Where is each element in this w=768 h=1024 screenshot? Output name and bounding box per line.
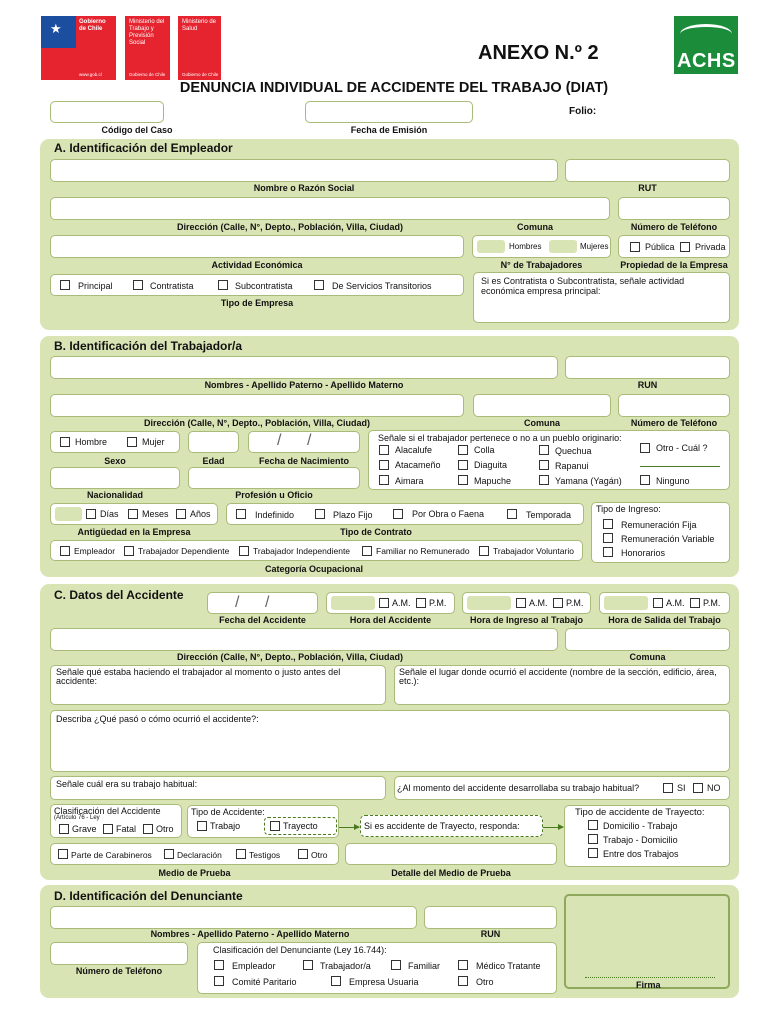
nacionalidad-field[interactable]	[50, 467, 180, 489]
trabajador-telefono-label: Número de Teléfono	[630, 418, 718, 428]
trabajador-run-field[interactable]	[565, 356, 730, 379]
quechua-checkbox[interactable]	[539, 445, 549, 455]
ministerio-trabajo-logo	[125, 16, 170, 80]
fatal-label: Fatal	[116, 824, 137, 834]
privada-checkbox[interactable]	[680, 242, 690, 252]
firma-line	[585, 977, 715, 978]
cat-independiente-label: Trabajador Independiente	[253, 546, 351, 556]
firma-field[interactable]	[564, 894, 730, 989]
tipo-accidente-label: Tipo de Accidente:	[191, 807, 265, 817]
hora-salida-am-checkbox[interactable]	[653, 598, 663, 608]
detalle-medio-label: Detalle del Medio de Prueba	[391, 868, 511, 878]
antiguedad-input[interactable]	[55, 507, 82, 521]
tipo-contrato-label: Tipo de Contrato	[340, 527, 412, 537]
por-obra-label: Por Obra o Faena	[412, 509, 485, 519]
den-medico-checkbox[interactable]	[458, 960, 468, 970]
achs-logo	[674, 16, 738, 74]
hora-salida-label: Hora de Salida del Trabajo	[608, 615, 721, 625]
otro-medio-checkbox[interactable]	[298, 849, 308, 859]
quechua-label: Quechua	[555, 446, 592, 456]
colla-label: Colla	[474, 445, 495, 455]
ministerio-trabajo-footer: Gobierno de Chile	[129, 72, 166, 77]
otro-clasif-checkbox[interactable]	[143, 824, 153, 834]
mujer-label: Mujer	[142, 437, 165, 447]
trabajador-direccion-label: Dirección (Calle, N°, Depto., Población, Villa, Ciudad)	[144, 418, 370, 428]
empleador-comuna-label: Comuna	[517, 222, 553, 232]
den-familiar-label: Familiar	[408, 961, 441, 971]
trabajador-comuna-field[interactable]	[473, 394, 611, 417]
empleador-rut-field[interactable]	[565, 159, 730, 182]
hora-accidente-am-checkbox[interactable]	[379, 598, 389, 608]
rem-variable-label: Remuneración Variable	[621, 534, 715, 544]
cat-empleador-checkbox[interactable]	[60, 546, 70, 556]
denunciante-run-field[interactable]	[424, 906, 557, 929]
tipo-trabajo-label: Trabajo	[210, 821, 241, 831]
accidente-direccion-label: Dirección (Calle, N°, Depto., Población, Villa, Ciudad)	[177, 652, 403, 662]
ninguno-checkbox[interactable]	[640, 475, 650, 485]
fecha-emision-field[interactable]	[305, 101, 473, 123]
atacameno-label: Atacameño	[395, 460, 441, 470]
fecha-accidente-field[interactable]	[207, 592, 318, 614]
habitual-no-checkbox[interactable]	[693, 783, 703, 793]
habitual-si-checkbox[interactable]	[663, 783, 673, 793]
responda-label: Si es accidente de Trayecto, responda:	[364, 821, 520, 831]
actividad-economica-field[interactable]	[50, 235, 464, 258]
fecha-nacimiento-label: Fecha de Nacimiento	[258, 456, 350, 466]
atacameno-checkbox[interactable]	[379, 460, 389, 470]
firma-label: Firma	[636, 980, 661, 990]
principal-checkbox[interactable]	[60, 280, 70, 290]
den-otro-checkbox[interactable]	[458, 976, 468, 986]
cat-dependiente-checkbox[interactable]	[124, 546, 134, 556]
denunciante-telefono-label: Número de Teléfono	[75, 966, 163, 976]
denunciante-nombre-field[interactable]	[50, 906, 417, 929]
trabajador-run-label: RUN	[637, 380, 658, 390]
hora-accidente-pm-checkbox[interactable]	[416, 598, 426, 608]
actividad-principal-label: Si es Contratista o Subcontratista, señale actividad económica empresa principal:	[481, 276, 685, 296]
indefinido-checkbox[interactable]	[236, 509, 246, 519]
entre-trabajos-checkbox[interactable]	[588, 848, 598, 858]
publica-checkbox[interactable]	[630, 242, 640, 252]
denunciante-nombre-label: Nombres - Apellido Paterno - Apellido Materno	[150, 929, 350, 939]
otro-pueblo-checkbox[interactable]	[640, 443, 650, 453]
plazo-fijo-checkbox[interactable]	[315, 509, 325, 519]
ministerio-salud-footer: Gobierno de Chile	[182, 72, 219, 77]
fecha-accidente-label: Fecha del Accidente	[219, 615, 306, 625]
hora-salida-am-label: A.M.	[666, 598, 685, 608]
mujer-checkbox[interactable]	[127, 437, 137, 447]
carabineros-label: Parte de Carabineros	[71, 850, 152, 860]
den-comite-checkbox[interactable]	[214, 976, 224, 986]
contratista-checkbox[interactable]	[133, 280, 143, 290]
privada-label: Privada	[695, 242, 726, 252]
diaguita-label: Diaguita	[474, 460, 508, 470]
cat-independiente-checkbox[interactable]	[239, 546, 249, 556]
ministerio-salud-text: Ministerio de Salud	[182, 19, 217, 32]
testigos-checkbox[interactable]	[236, 849, 246, 859]
empleador-nombre-field[interactable]	[50, 159, 558, 182]
den-familiar-checkbox[interactable]	[391, 960, 401, 970]
section-b-title: B. Identificación del Trabajador/a	[54, 339, 243, 353]
den-empleador-label: Empleador	[232, 961, 276, 971]
empleador-telefono-field[interactable]	[618, 197, 730, 220]
haciendo-label: Señale qué estaba haciendo el trabajador al momento o justo antes del accidente:	[56, 667, 341, 686]
edad-label: Edad	[202, 456, 225, 466]
articulo-label: (Artículo 76 - Ley	[54, 815, 100, 821]
subcontratista-label: Subcontratista	[235, 281, 293, 291]
diaguita-checkbox[interactable]	[458, 460, 468, 470]
hora-ingreso-am-checkbox[interactable]	[516, 598, 526, 608]
codigo-caso-field[interactable]	[50, 101, 164, 123]
hombres-label: Hombres	[509, 242, 542, 251]
propiedad-label: Propiedad de la Empresa	[620, 260, 728, 270]
trabajador-comuna-label: Comuna	[524, 418, 560, 428]
section-d-title: D. Identificación del Denunciante	[54, 889, 243, 903]
temporada-checkbox[interactable]	[507, 509, 517, 519]
hora-salida-input[interactable]	[604, 596, 648, 610]
temporada-label: Temporada	[526, 510, 572, 520]
arrow-connector	[339, 827, 359, 828]
plazo-fijo-label: Plazo Fijo	[333, 510, 373, 520]
hora-salida-pm-label: P.M.	[703, 598, 721, 608]
hora-accidente-am-label: A.M.	[392, 598, 411, 608]
annex-title: ANEXO N.º 2	[478, 42, 599, 64]
hora-salida-pm-checkbox[interactable]	[690, 598, 700, 608]
cat-familiar-label: Familiar no Remunerado	[376, 546, 470, 556]
ministerio-trabajo-text: Ministerio del Trabajo y Previsión Social	[129, 19, 165, 46]
trabajador-direccion-field[interactable]	[50, 394, 464, 417]
den-otro-label: Otro	[476, 977, 494, 987]
rem-fija-label: Remuneración Fija	[621, 520, 697, 530]
cat-dependiente-label: Trabajador Dependiente	[138, 546, 230, 556]
alacalufe-label: Alacalufe	[395, 445, 433, 455]
categoria-label: Categoría Ocupacional	[264, 564, 364, 574]
dom-trabajo-label: Domicilio - Trabajo	[603, 821, 678, 831]
ministerio-salud-logo	[178, 16, 221, 80]
otro-clasif-label: Otro	[156, 824, 174, 834]
hombre-label: Hombre	[75, 437, 108, 447]
mapuche-label: Mapuche	[474, 476, 512, 486]
tipo-ingreso-label: Tipo de Ingreso:	[596, 504, 661, 514]
rem-variable-checkbox[interactable]	[603, 533, 613, 543]
den-medico-label: Médico Tratante	[476, 961, 541, 971]
trabajo-dom-label: Trabajo - Domicilio	[603, 835, 678, 845]
arrow-connector	[543, 827, 563, 828]
fecha-accidente-slash: /	[265, 594, 270, 611]
contratista-label: Contratista	[150, 281, 194, 291]
declaracion-checkbox[interactable]	[164, 849, 174, 859]
actividad-economica-label: Actividad Económica	[211, 260, 303, 270]
meses-checkbox[interactable]	[128, 509, 138, 519]
colla-checkbox[interactable]	[458, 445, 468, 455]
fecha-nacimiento-slash: /	[277, 432, 282, 449]
honorarios-checkbox[interactable]	[603, 547, 613, 557]
tipo-trabajo-checkbox[interactable]	[197, 821, 207, 831]
mujeres-input[interactable]	[549, 240, 577, 253]
honorarios-label: Honorarios	[621, 548, 666, 558]
declaracion-label: Declaración	[177, 850, 222, 860]
gobierno-url: www.gob.cl	[79, 72, 102, 77]
empleador-direccion-label: Dirección (Calle, N°, Depto., Población, Villa, Ciudad)	[177, 222, 403, 232]
hora-ingreso-pm-checkbox[interactable]	[553, 598, 563, 608]
otro-pueblo-line[interactable]	[640, 466, 720, 467]
trabajador-telefono-field[interactable]	[618, 394, 730, 417]
n-trabajadores-label: N° de Trabajadores	[500, 260, 583, 270]
publica-label: Pública	[645, 242, 675, 252]
rem-fija-checkbox[interactable]	[603, 519, 613, 529]
indefinido-label: Indefinido	[255, 510, 295, 520]
anos-label: Años	[190, 509, 211, 519]
hora-accidente-pm-label: P.M.	[429, 598, 447, 608]
yamana-label: Yamana (Yagán)	[555, 476, 622, 486]
dias-label: Días	[100, 509, 119, 519]
antiguedad-label: Antigüedad en la Empresa	[77, 527, 191, 537]
section-a-title: A. Identificación del Empleador	[54, 141, 233, 155]
dom-trabajo-checkbox[interactable]	[588, 820, 598, 830]
hora-accidente-input[interactable]	[331, 596, 375, 610]
otro-medio-label: Otro	[311, 850, 328, 860]
trabajador-nombre-field[interactable]	[50, 356, 558, 379]
describa-label: Describa ¿Qué pasó o cómo ocurrió el accidente?:	[56, 714, 259, 724]
cat-empleador-label: Empleador	[74, 546, 116, 556]
por-obra-checkbox[interactable]	[393, 509, 403, 519]
folio-label: Folio:	[569, 106, 597, 117]
den-comite-label: Comité Paritario	[232, 977, 297, 987]
tipo-empresa-label: Tipo de Empresa	[220, 298, 294, 308]
empleador-nombre-label: Nombre o Razón Social	[253, 183, 355, 193]
gobierno-logo-text: Gobierno de Chile	[79, 19, 106, 32]
mapuche-checkbox[interactable]	[458, 475, 468, 485]
medio-prueba-label: Medio de Prueba	[158, 868, 231, 878]
den-trabajador-label: Trabajador/a	[320, 961, 371, 971]
tipo-trayecto-label: Trayecto	[283, 821, 318, 831]
lugar-label: Señale el lugar donde ocurrió el accidente (nombre de la sección, edificio, área, etc.):	[399, 667, 717, 686]
hombres-input[interactable]	[477, 240, 505, 253]
profesion-field[interactable]	[188, 467, 360, 489]
accidente-comuna-field[interactable]	[565, 628, 730, 651]
trabajo-habitual-label: Señale cuál era su trabajo habitual:	[56, 779, 198, 789]
detalle-medio-field[interactable]	[345, 843, 557, 865]
accidente-comuna-label: Comuna	[629, 652, 666, 662]
empleador-rut-label: RUT	[638, 183, 657, 193]
grave-label: Grave	[72, 824, 97, 834]
habitual-no-label: NO	[707, 783, 721, 793]
clasificacion-label: Clasificación del Accidente	[54, 806, 161, 816]
trabajo-dom-checkbox[interactable]	[588, 834, 598, 844]
hora-accidente-label: Hora del Accidente	[349, 615, 432, 625]
denunciante-telefono-field[interactable]	[50, 942, 188, 965]
accidente-direccion-field[interactable]	[50, 628, 558, 651]
ninguno-label: Ninguno	[656, 476, 690, 486]
mujeres-label: Mujeres	[580, 242, 609, 251]
principal-label: Principal	[78, 281, 113, 291]
transitorios-checkbox[interactable]	[314, 280, 324, 290]
meses-label: Meses	[142, 509, 169, 519]
den-empleador-checkbox[interactable]	[214, 960, 224, 970]
aimara-checkbox[interactable]	[379, 475, 389, 485]
subcontratista-checkbox[interactable]	[218, 280, 228, 290]
hombre-checkbox[interactable]	[60, 437, 70, 447]
anos-checkbox[interactable]	[176, 509, 186, 519]
den-usuaria-label: Empresa Usuaria	[349, 977, 419, 987]
fecha-emision-label: Fecha de Emisión	[350, 125, 428, 135]
sexo-label: Sexo	[104, 456, 126, 466]
profesion-label: Profesión u Oficio	[235, 490, 313, 500]
achs-logo-text: ACHS	[677, 50, 736, 72]
yamana-checkbox[interactable]	[539, 475, 549, 485]
section-c-title: C. Datos del Accidente	[54, 588, 184, 602]
hora-ingreso-pm-label: P.M.	[566, 598, 584, 608]
tipo-trayecto-checkbox[interactable]	[270, 821, 280, 831]
denunciante-run-label: RUN	[480, 929, 501, 939]
den-trabajador-checkbox[interactable]	[303, 960, 313, 970]
gobierno-logo: ★ Gobierno de Chile www.gob.cl	[41, 16, 116, 80]
hora-ingreso-am-label: A.M.	[529, 598, 548, 608]
empleador-telefono-label: Número de Teléfono	[630, 222, 718, 232]
grave-checkbox[interactable]	[59, 824, 69, 834]
den-usuaria-checkbox[interactable]	[331, 976, 341, 986]
cat-familiar-checkbox[interactable]	[362, 546, 372, 556]
hora-ingreso-input[interactable]	[467, 596, 511, 610]
cat-voluntario-label: Trabajador Voluntario	[493, 546, 574, 556]
dias-checkbox[interactable]	[86, 509, 96, 519]
clasif-denunciante-label: Clasificación del Denunciante (Ley 16.744):	[213, 945, 387, 955]
entre-trabajos-label: Entre dos Trabajos	[603, 849, 679, 859]
otro-pueblo-label: Otro - Cuál ?	[656, 443, 708, 453]
nacionalidad-label: Nacionalidad	[86, 490, 143, 500]
rapanui-label: Rapanui	[555, 461, 589, 471]
trabajador-nombre-label: Nombres - Apellido Paterno - Apellido Materno	[204, 380, 404, 390]
testigos-label: Testigos	[249, 850, 281, 860]
tipo-trayecto-title: Tipo de accidente de Trayecto:	[575, 807, 705, 818]
fatal-checkbox[interactable]	[103, 824, 113, 834]
codigo-caso-label: Código del Caso	[101, 125, 173, 135]
cat-voluntario-checkbox[interactable]	[479, 546, 489, 556]
aimara-label: Aimara	[395, 476, 424, 486]
transitorios-label: De Servicios Transitorios	[332, 281, 432, 291]
hora-ingreso-label: Hora de Ingreso al Trabajo	[469, 615, 584, 625]
desarrollaba-label: ¿Al momento del accidente desarrollaba su trabajo habitual?	[397, 783, 640, 793]
empleador-direccion-field[interactable]	[50, 197, 610, 220]
form-title: DENUNCIA INDIVIDUAL DE ACCIDENTE DEL TRABAJO (DIAT)	[179, 80, 609, 96]
fecha-nacimiento-field[interactable]	[248, 431, 360, 453]
fecha-nacimiento-slash: /	[307, 432, 312, 449]
habitual-si-label: SI	[677, 783, 686, 793]
fecha-accidente-slash: /	[235, 594, 240, 611]
edad-field[interactable]	[188, 431, 239, 453]
carabineros-checkbox[interactable]	[58, 849, 68, 859]
rapanui-checkbox[interactable]	[539, 460, 549, 470]
pueblo-originario-label: Señale si el trabajador pertenece o no a un pueblo originario:	[378, 433, 622, 443]
alacalufe-checkbox[interactable]	[379, 445, 389, 455]
